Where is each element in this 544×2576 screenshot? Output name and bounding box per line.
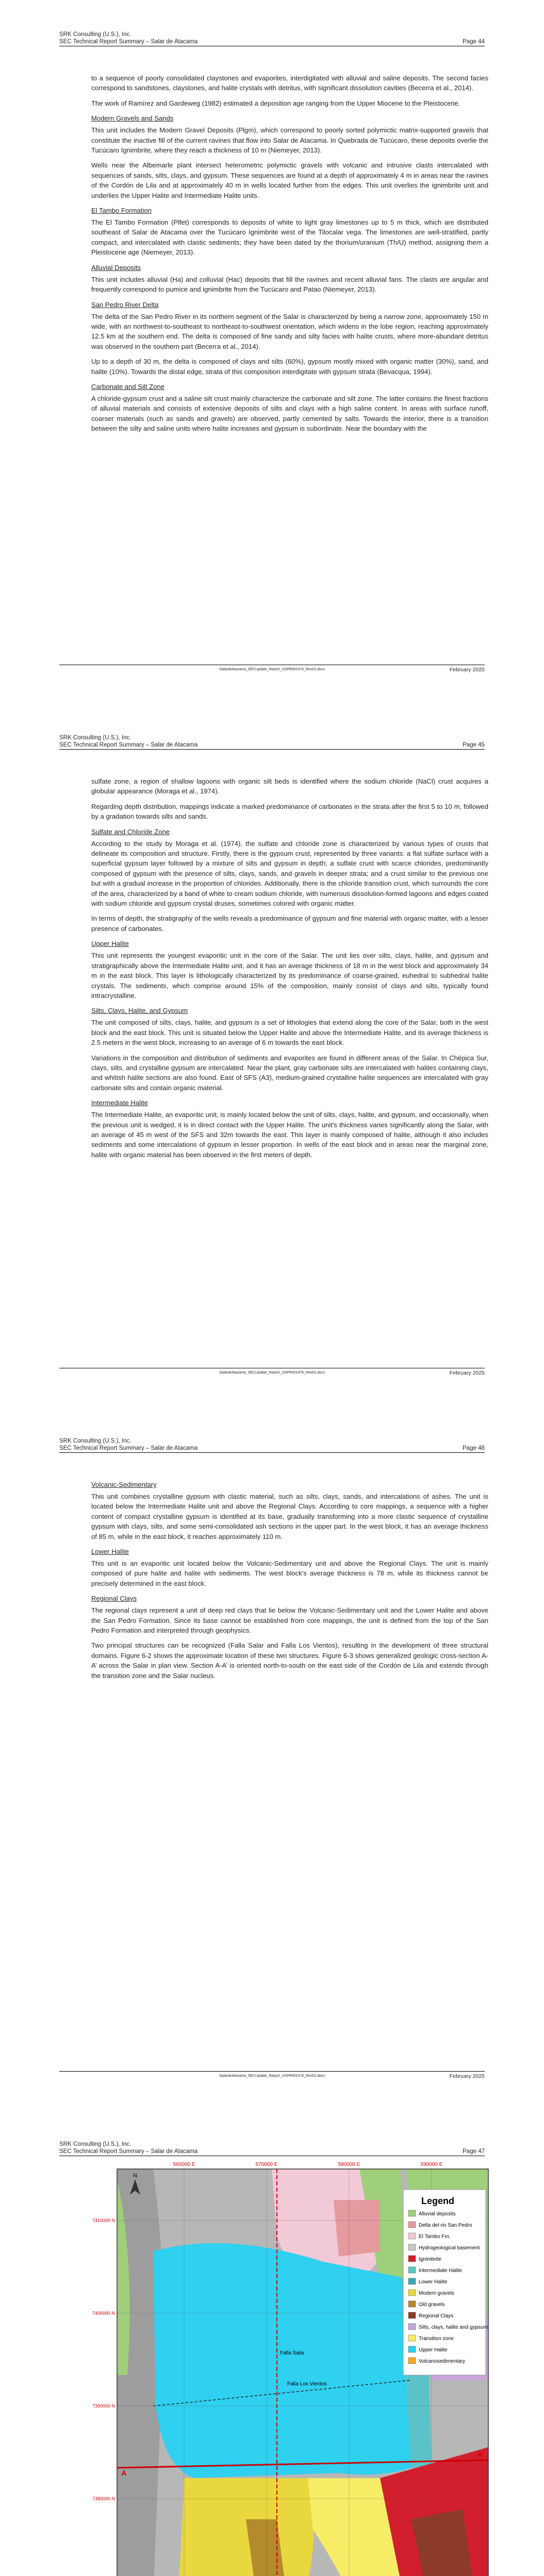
delta-san-pedro bbox=[334, 2200, 380, 2257]
legend-label: Modern gravels bbox=[419, 2291, 454, 2296]
page-body bbox=[91, 776, 488, 1165]
paragraph: This unit includes alluvial (Ha) and colluvial (Hac) deposits that fill the ravines and recent alluvial fans. The clasts are angular and frequently correspond to pumice and ignimbrite from the Tucúcaro and Patao (Niemeyer, 2013). bbox=[91, 275, 488, 294]
footer-date: February 2025 bbox=[449, 667, 485, 673]
legend-swatch bbox=[408, 2267, 416, 2273]
paragraph: In terms of depth, the stratigraphy of the wells reveals a predominance of gypsum and fine material with organic matter, with a lesser presence of carbonates. bbox=[91, 914, 488, 933]
legend-swatch bbox=[408, 2301, 416, 2307]
paragraph: This unit combines crystalline gypsum with clastic material, such as silts, clays, sands, and intercalations of ashes. The unit is located below the Intermediate Halite unit and above the Regional Clays. According to core mappings, a sequence with a higher content of compact crystalline gypsum is identified at its base, gradually transforming into a more clastic sequence of crystalline gypsum with clays, silts, and some semi-consolidated ash sections in the upper part. In the west block, it has an average thickness of 85 m, while in the east block, it reaches approximately 110 m. bbox=[91, 1493, 488, 1540]
section-heading: Modern Gravels and Sands bbox=[91, 114, 174, 123]
document-page bbox=[0, 1406, 544, 2110]
legend-swatch bbox=[408, 2278, 416, 2284]
section-heading: Carbonate and Silt Zone bbox=[91, 382, 164, 391]
paragraph: The unit composed of silts, clays, halite, and gypsum is a set of lithologies that extend along the core of the Salar, both in the west block and the east block. This unit is situated below the Upper Halite and above the Intermediate Halite, and its average thickness is 2.5 meters in the west block, increasing to an average of 6 m towards the east block. bbox=[91, 1019, 488, 1047]
legend-label: Intermediate Halite bbox=[419, 2268, 462, 2274]
paragraph: The regional clays represent a unit of deep red clays that lie below the Volcanic-Sedimentary unit and the Lower Halite and above the San Pedro Formation. Since its base cannot be established from core mappings, the unit is defined from the top of the San Pedro Formation and interpreted through geophysics. bbox=[91, 1606, 488, 1635]
footer-date: February 2025 bbox=[449, 1370, 485, 1376]
fault-label-salar: Falla Salar bbox=[280, 2350, 305, 2356]
x-tick-label: 590000 E bbox=[420, 2162, 443, 2167]
figure-6-2 bbox=[91, 2159, 493, 2576]
paragraph: Up to a depth of 30 m, the delta is composed of clays and silts (60%), gypsum mostly mixed with organic matter (30%), sand, and halite (10%). Towards the distal edge, strata of this composition interdigitate with gypsum strata (Bevacqua, 1994). bbox=[91, 358, 488, 376]
legend-label: Old gravels bbox=[419, 2302, 445, 2308]
page-body bbox=[91, 73, 488, 439]
report-title: SEC Technical Report Summary – Salar de Atacama bbox=[59, 2148, 198, 2155]
paragraph: A chloride-gypsum crust and a saline silt crust mainly characterize the carbonate and silt zone. The latter contains the finest fractions of alluvial materials and consists of extensive deposits of silts and clays with a high saline content. In areas with surface runoff, coarser materials (such as sands and gravels) are observed, partly cemented by salts. Towards the interior, there is a transition between the silty and saline units where halite increases and gypsum is subordinate. Near the boundary with the bbox=[91, 394, 488, 433]
x-tick-label: 560000 E bbox=[173, 2162, 195, 2167]
map-legend bbox=[403, 2190, 488, 2375]
y-tick-label: 7380000 N bbox=[92, 2496, 115, 2501]
paragraph: Variations in the composition and distribution of sediments and evaporites are found in different areas of the Salar. In Chépica Sur, clays, silts, and crystalline gypsum are intercalated. Near the plant, gray carbonate silts are intercalated with halites containing clays, and whitish halite sections are also found. East of SFS (A3), medium-grained crystalline halite sequences are intercalated with gray carbonate silts and contain organic material. bbox=[91, 1054, 488, 1092]
report-title: SEC Technical Report Summary – Salar de Atacama bbox=[59, 742, 198, 748]
section-label-south: A' bbox=[477, 2450, 484, 2458]
paragraph: The Intermediate Halite, an evaporitic unit, is mainly located below the unit of silts, clays, halite, and gypsum, and occasionally, when the previous unit is wedged, it is in direct contact with the Upper Halite. The unit's thickness varies significantly along the Salar, with an average of 45 m west of the SFS and 32m towards the east. This layer is mainly composed of halite, although it also includes sediments and some intercalations of gypsum in lesser proportion. In wells of the east block and in areas near the marginal zone, halite with organic material has been observed in the first meters of depth. bbox=[91, 1111, 488, 1159]
page-header bbox=[59, 1437, 485, 1452]
paragraph: This unit includes the Modern Gravel Deposits (Plgm), which correspond to poorly sorted polymictic matrix-supported gravels that constitute the inactive fill of the current ravines that flow into Salar de Atacama. In Quebrada de Tucúcaro, these deposits overlie the Tucúcaro Ignimbrite, where they reach a thickness of 10 m (Niemeyer, 2013). bbox=[91, 126, 488, 155]
paragraph: The El Tambo Formation (Plfet) corresponds to deposits of white to light gray limestones up to 5 m thick, which are distributed southeast of Salar de Atacama over the Tucúcaro Ignimbrite west of the Tilocalar vega. The limestones are well-stratified, partly compact, and intercalated with clastic sediments; they have been dated by the thorium/uranium (Th/U) method, assigning them a Pleistocene age (Niemeyer, 2013). bbox=[91, 218, 488, 257]
legend-label: Alluvial deposits bbox=[419, 2211, 456, 2217]
legend-swatch bbox=[408, 2290, 416, 2296]
company-name: SRK Consulting (U.S.), Inc. bbox=[59, 31, 131, 38]
section-heading: Silts, Clays, Halite, and Gypsum bbox=[91, 1007, 188, 1015]
north-arrow-label: N bbox=[133, 2173, 137, 2179]
section-label-north: A bbox=[121, 2469, 127, 2477]
legend-label: El Tambo Fm. bbox=[419, 2234, 451, 2240]
section-heading: Alluvial Deposits bbox=[91, 263, 141, 272]
legend-label: Transition zone bbox=[419, 2336, 454, 2342]
paragraph: This unit is an evaporitic unit located below the Volcanic-Sedimentary unit and above the Regional Clays. The unit is mainly composed of pure halite and halite with sediments. The west block's average thickness is 78 m, while its thickness cannot be precisely determined in the east block. bbox=[91, 1560, 488, 1587]
page-body bbox=[91, 1480, 488, 1686]
legend-label: Regional Clays bbox=[419, 2313, 454, 2319]
paragraph: sulfate zone, a region of shallow lagoons with organic silt beds is identified where the sodium chloride (NaCl) crust acquires a globular appearance (Moraga et al., 1974). bbox=[91, 777, 488, 795]
legend-swatch bbox=[408, 2324, 416, 2330]
paragraph: The work of Ramírez and Gardeweg (1982) estimated a deposition age ranging from the Upper Miocene to the Pleistocene. bbox=[91, 99, 460, 107]
header-rule bbox=[59, 1452, 485, 1453]
section-heading: Sulfate and Chloride Zone bbox=[91, 827, 170, 836]
page-header bbox=[59, 734, 485, 749]
header-rule bbox=[59, 749, 485, 750]
legend-swatch bbox=[408, 2256, 416, 2262]
legend-label: Lower Halite bbox=[419, 2279, 448, 2285]
section-heading: Upper Halite bbox=[91, 940, 129, 948]
legend-label: Ignimbrite bbox=[419, 2257, 441, 2262]
company-name: SRK Consulting (U.S.), Inc. bbox=[59, 735, 131, 741]
y-tick-label: 7400000 N bbox=[92, 2311, 115, 2316]
legend-label: Silts, clays, halite and gypsum bbox=[419, 2325, 488, 2330]
document-page bbox=[0, 2110, 544, 2576]
footer-filename: SalardeAtacama_SECUpdate_Report_USPR001676_Rev02.docx bbox=[219, 668, 325, 671]
document-page bbox=[0, 703, 544, 1406]
section-heading: San Pedro River Delta bbox=[91, 300, 159, 309]
footer-date: February 2025 bbox=[449, 2073, 485, 2079]
upper-halite-core bbox=[153, 2243, 411, 2478]
paragraph: According to the study by Moraga et al. (1974), the sulfate and chloride zone is characterized by various types of crusts that delineate its composition and structure. Firstly, there is the gypsum crust, represented by three variants: a flat sulfate surface with a superficial gypsum layer followed by a mixture of silts and gypsum in depth; a sulfate crust with scarce chlorides, predominantly composed of gypsum with the presence of silts, clays, sands, and gravels in deeper strata; and a crust similar to the previous one but with a gradual increase in the proportion of chlorides. Additionally, there is the chloride transition crust, which surrounds the core of the area, characterized by a band of white to cream sodium chloride, with numerous dissolution-formed lagoons and edges coated with sodium chloride and gypsum crystal druses, sometimes colored with organic matter. bbox=[91, 839, 488, 908]
page-header bbox=[59, 31, 485, 45]
paragraph: This unit represents the youngest evaporitic unit in the core of the Salar. The unit lies over silts, clays, halite, and gypsum and stratigraphically above the Intermediate Halite unit, and it has an average thickness of 18 m in the west block and approximately 34 m in the east block. This layer is lithologically characterized by its predominance of coarse-grained, euhedral to subhedral halite crystals. The sediments, which comprise around 15% of the composition, mainly consist of clays and silts, typically found intracrystalline. bbox=[91, 952, 488, 999]
y-tick-label: 7390000 N bbox=[92, 2403, 115, 2409]
legend-label: Volcanosedimentary bbox=[419, 2359, 466, 2364]
paragraph: Two principal structures can be recognized (Falla Salar and Falla Los Vientos), resulting in the development of three structural domains. Figure 6-2 shows the approximate location of these two structures. Figure 6-3 shows generalized geologic cross-section A-A’ across the Salar in plan view. Section A-A’ is oriented north-to-south on the east side of the Cordón de Lila and extends through the transition zone and the Salar nucleus. bbox=[91, 1641, 488, 1680]
legend-swatch bbox=[408, 2233, 416, 2239]
footer-filename: SalardeAtacama_SECUpdate_Report_USPR001676_Rev02.docx bbox=[219, 1371, 325, 1375]
page-header bbox=[59, 2141, 485, 2155]
legend-swatch bbox=[408, 2244, 416, 2250]
y-tick-label: 7410000 N bbox=[92, 2218, 115, 2223]
paragraph: Regarding depth distribution, mappings indicate a marked predominance of carbonates in the strata after the first 5 to 10 m, followed by a gradation towards silts and sands. bbox=[91, 802, 488, 821]
paragraph: The delta of the San Pedro River in its northern segment of the Salar is characterized by being a narrow zone, approximately 150 m wide, with an northwest-to-southeast to northeast-to-southwest orientation, which widens in the lobe region, reaching approximately 12.5 km at the southern end. The delta is composed of fine sandy and silty facies with halite crusts, where more-abundant detritus was observed in the southern part (Becerra et al., 2014). bbox=[91, 312, 488, 350]
page-number: Page 46 bbox=[463, 1445, 485, 1451]
x-tick-label: 570000 E bbox=[255, 2162, 278, 2167]
fault-label-los-vientos: Falla Los Vientos bbox=[287, 2381, 327, 2387]
x-tick-label: 580000 E bbox=[338, 2162, 360, 2167]
footer-filename: SalardeAtacama_SECUpdate_Report_USPR001676_Rev02.docx bbox=[219, 2074, 325, 2078]
section-heading: Intermediate Halite bbox=[91, 1099, 148, 1107]
section-heading: El Tambo Formation bbox=[91, 207, 152, 215]
report-title: SEC Technical Report Summary – Salar de Atacama bbox=[59, 1445, 198, 1451]
section-heading: Regional Clays bbox=[91, 1595, 137, 1603]
page-number: Page 45 bbox=[463, 742, 485, 748]
geologic-plan-map bbox=[91, 2159, 493, 2576]
legend-swatch bbox=[408, 2312, 416, 2318]
legend-swatch bbox=[408, 2222, 416, 2228]
paragraph: Wells near the Albemarle plant intersect heterometric polymictic gravels with volcanic and intrusive clasts intercalated with sequences of sands, silts, clays, and gypsum. These sequences are found at a depth of approximately 4 m in areas near the ravines of the Cordón de Lila and at approximately 40 m in wells located further from the edges. This unit overlies the ignimbrite unit and underlies the Upper Halite and Intermediate Halite units. bbox=[91, 161, 488, 199]
document-page bbox=[0, 0, 544, 703]
section-heading: Lower Halite bbox=[91, 1548, 129, 1556]
legend-label: Upper Halite bbox=[419, 2347, 448, 2353]
footer-rule bbox=[59, 2071, 485, 2072]
page-number: Page 47 bbox=[463, 2148, 485, 2155]
legend-label: Delta del rio San Pedro bbox=[419, 2223, 472, 2228]
legend-label: Hydrogeological basement bbox=[419, 2245, 480, 2251]
section-heading: Volcanic-Sedimentary bbox=[91, 1481, 157, 1488]
page-number: Page 44 bbox=[463, 39, 485, 45]
modern-gravels-south bbox=[163, 2478, 314, 2576]
company-name: SRK Consulting (U.S.), Inc. bbox=[59, 2141, 131, 2147]
legend-swatch bbox=[408, 2210, 416, 2216]
paragraph: to a sequence of poorly consolidated claystones and evaporites, interdigitated with alluvial and saline deposits. The second facies correspond to sandstones, claystones, and halite crystals with detritus, with significant dissolution cavities (Becerra et al., 2014). bbox=[91, 74, 488, 92]
report-title: SEC Technical Report Summary – Salar de Atacama bbox=[59, 39, 198, 45]
legend-title: Legend bbox=[421, 2196, 455, 2206]
legend-swatch bbox=[408, 2335, 416, 2341]
legend-swatch bbox=[408, 2358, 416, 2364]
company-name: SRK Consulting (U.S.), Inc. bbox=[59, 1438, 131, 1444]
legend-swatch bbox=[408, 2346, 416, 2352]
